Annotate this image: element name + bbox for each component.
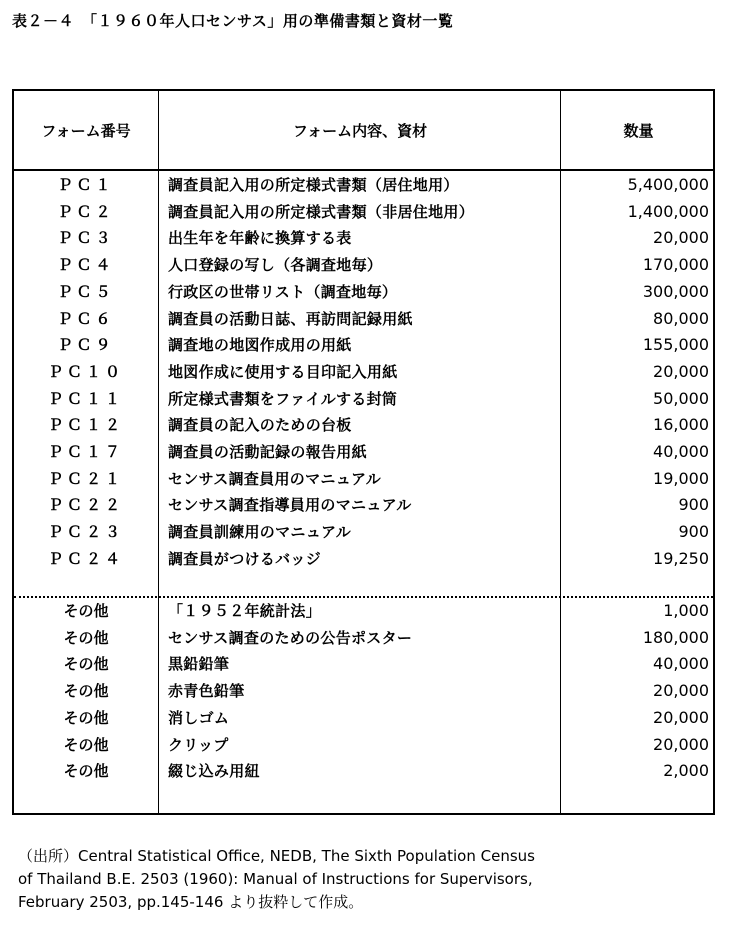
quantity-cell: 20,000 [653,228,709,248]
table-row [14,466,713,493]
form-number-cell: その他 [63,628,109,647]
header-form-content: フォーム内容、資材 [292,121,428,140]
form-content-cell: センサス調査員用のマニュアル [168,469,382,488]
table-row [14,651,713,678]
table-row [14,252,713,279]
quantity-cell: 900 [678,495,709,515]
form-number-cell: ＰＣ２ [57,202,115,221]
table-row [14,598,713,625]
form-number-cell: ＰＣ１２ [47,416,124,435]
source-note [18,845,718,914]
form-content-cell: 調査員がつけるバッジ [168,549,322,568]
table-row [14,386,713,413]
form-number-cell: ＰＣ６ [57,309,115,328]
table-row [14,519,713,546]
quantity-cell: 1,400,000 [627,201,709,221]
form-number-cell: その他 [63,682,109,701]
table-row [14,678,713,705]
form-number-cell: ＰＣ２４ [47,549,124,568]
form-number-cell: その他 [63,708,109,727]
form-content-cell: クリップ [168,735,229,754]
quantity-cell: 19,000 [653,468,709,488]
table-title: 表２－４ 「１９６０年人口センサス」用の準備書類と資材一覧 [12,12,454,30]
table-row [14,546,713,573]
form-content-cell: 黒鉛鉛筆 [168,655,230,674]
quantity-cell: 155,000 [642,335,709,355]
materials-table [12,89,715,815]
quantity-cell: 170,000 [642,255,709,275]
table-row [14,306,713,333]
quantity-cell: 40,000 [653,654,709,674]
table-row [14,172,713,199]
header-quantity: 数量 [623,121,654,140]
form-number-cell: ＰＣ１ [57,176,115,194]
quantity-cell: 20,000 [653,707,709,727]
quantity-cell: 50,000 [653,388,709,408]
form-number-cell: ＰＣ２３ [47,523,124,542]
source-line: （出所）Central Statistical Office, NEDB, The Sixth Population Census [18,847,535,865]
table-row [14,492,713,519]
form-number-cell: ＰＣ１０ [47,362,124,381]
form-content-cell: 調査員の活動記録の報告用紙 [168,443,367,461]
quantity-cell: 300,000 [642,281,709,301]
quantity-cell: 20,000 [653,734,709,754]
quantity-cell: 2,000 [663,761,709,781]
quantity-cell: 20,000 [653,681,709,701]
quantity-cell: 1,000 [663,601,709,620]
table-row [14,332,713,359]
table-row [14,412,713,439]
table-row [14,705,713,732]
form-content-cell: 調査員の活動日誌、再訪問記録用紙 [168,309,413,328]
form-number-cell: その他 [63,655,109,674]
form-content-cell: 調査地の地図作成用の用紙 [168,336,352,355]
form-content-cell: 調査員の記入のための台板 [168,416,352,435]
quantity-cell: 16,000 [653,415,709,435]
form-number-cell: ＰＣ９ [57,336,115,355]
table-row [14,625,713,652]
quantity-cell: 19,250 [653,548,709,568]
source-line: February 2503, pp.145-146 より抜粋して作成。 [18,893,364,911]
header-form-number: フォーム番号 [41,121,131,140]
form-number-cell: ＰＣ５ [57,282,115,301]
form-content-cell: 赤青色鉛筆 [168,682,245,701]
quantity-cell: 5,400,000 [627,175,709,194]
form-content-cell: 調査員訓練用のマニュアル [168,523,352,542]
form-number-cell: ＰＣ３ [57,229,115,248]
form-number-cell: その他 [63,735,109,754]
form-content-cell: 調査員記入用の所定様式書類（非居住地用） [168,202,475,221]
form-content-cell: 消しゴム [168,708,230,727]
form-content-cell: センサス調査のための公告ポスター [168,628,413,647]
quantity-cell: 20,000 [653,361,709,381]
quantity-cell: 80,000 [653,308,709,328]
form-number-cell: ＰＣ４ [57,256,115,275]
form-number-cell: ＰＣ２２ [47,496,124,515]
table-row [14,732,713,759]
table-row [14,758,713,785]
form-number-cell: ＰＣ１１ [47,389,124,408]
table-row [14,279,713,306]
table-row [14,225,713,252]
quantity-cell: 900 [678,522,709,542]
form-content-cell: 綴じ込み用紐 [168,762,260,781]
form-content-cell: センサス調査指導員用のマニュアル [168,496,412,515]
form-content-cell: 調査員記入用の所定様式書類（居住地用） [168,176,459,194]
form-content-cell: 出生年を年齢に換算する表 [168,229,352,248]
form-content-cell: 地図作成に使用する目印記入用紙 [168,362,398,381]
header-divider [14,169,713,171]
form-content-cell: 「１９５２年統計法」 [168,602,322,620]
table-row [14,359,713,386]
quantity-cell: 40,000 [653,442,709,461]
form-number-cell: ＰＣ２１ [47,469,124,488]
form-number-cell: その他 [63,762,109,781]
quantity-cell: 180,000 [642,627,709,647]
form-number-cell: その他 [63,602,109,620]
table-row [14,199,713,226]
form-content-cell: 行政区の世帯リスト（調査地毎） [168,282,398,301]
source-line: of Thailand B.E. 2503 (1960): Manual of Instructions for Supervisors, [18,870,533,888]
form-content-cell: 人口登録の写し（各調査地毎） [168,256,383,275]
form-content-cell: 所定様式書類をファイルする封筒 [168,389,398,408]
table-row [14,439,713,466]
form-number-cell: ＰＣ１７ [47,443,124,461]
